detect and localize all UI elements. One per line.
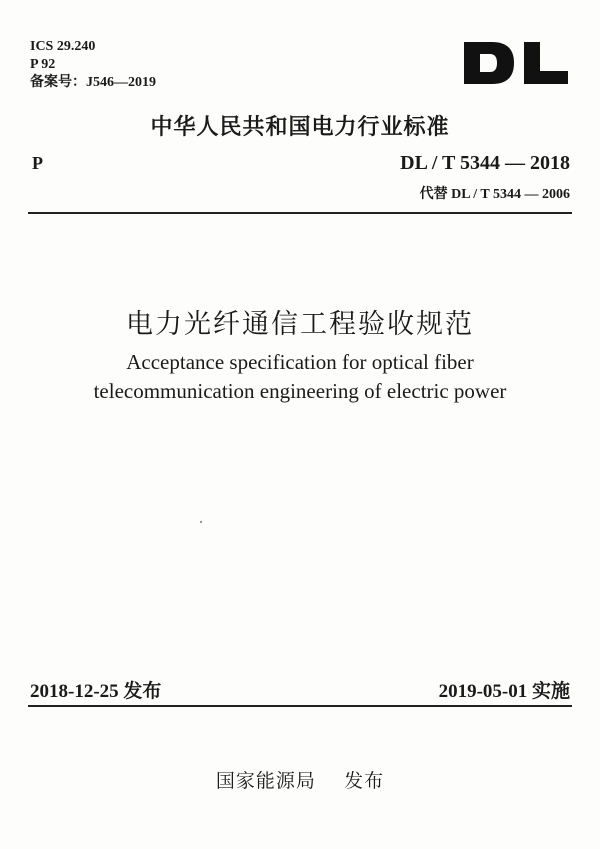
classification-code: P 92 — [30, 57, 56, 72]
record-number: 备案号：J546—2019 — [30, 75, 156, 90]
publish-date: 2018-12-25 发布 — [30, 681, 162, 702]
title-chinese: 电力光纤通信工程验收规范 — [126, 309, 474, 340]
ics-code: ICS 29.240 — [30, 39, 96, 54]
category-letter: P — [32, 153, 43, 173]
scan-speck — [200, 521, 202, 523]
title-english-line-2: telecommunication engineering of electric power — [93, 379, 507, 403]
standard-number: DL / T 5344 — 2018 — [400, 152, 570, 174]
industry-standard-heading: 中华人民共和国电力行业标准 — [150, 115, 450, 140]
header-meta — [30, 38, 156, 92]
title-english — [0, 348, 600, 406]
issuing-authority: 国家能源局 发布 — [215, 770, 385, 792]
implementation-date: 2019-05-01 实施 — [438, 681, 570, 702]
dl-logo-icon — [462, 40, 570, 86]
replaces-standard: 代替 DL / T 5344 — 2006 — [419, 187, 570, 202]
title-english-line-1: Acceptance specification for optical fiber — [126, 350, 474, 374]
bottom-divider — [28, 705, 572, 707]
top-divider — [28, 212, 572, 214]
